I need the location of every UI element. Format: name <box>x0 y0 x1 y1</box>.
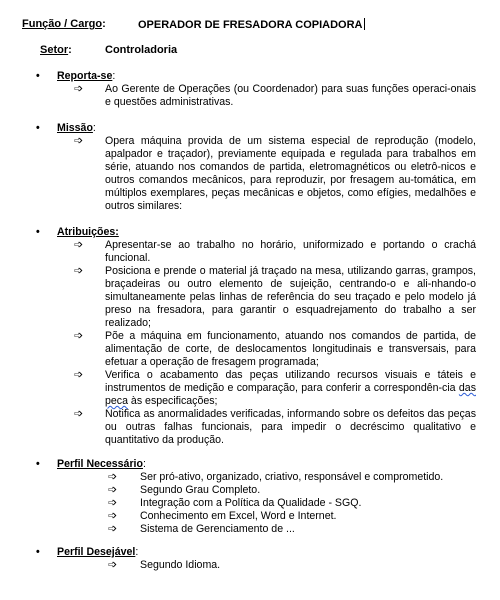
setor-header <box>40 44 178 56</box>
arrow-icon: ➩ <box>74 83 84 95</box>
list-item: ➩ Conhecimento em Excel, Word e Internet. <box>108 510 337 522</box>
list-item: ➩ Integração com a Política da Qualidade - SGQ. <box>108 497 362 509</box>
bullet-icon: • <box>36 70 40 82</box>
text-cursor <box>364 18 365 30</box>
list-item: ➩ Posiciona e prende o material já traçado na mesa, utilizando garras, grampos, braçadeiras ou outro elemento de sujeição, centrando-o e ali-nhando-o simultaneamente pelas linhas de referência do seu traçado e pelo modelo já preso na fresadora, para garantir o esquadrejamento do trabalho a ser realizado; <box>74 265 476 329</box>
bullet-icon: • <box>36 122 40 134</box>
funcao-colon: : <box>102 18 106 30</box>
arrow-icon: ➩ <box>74 135 84 147</box>
arrow-icon: ➩ <box>108 497 118 509</box>
bullet-icon: • <box>36 546 40 558</box>
section-missao: • Missão: ➩ Opera máquina provida de um sistema especial de reprodução (modelo, apalpador e traçador), previamente equipada e regulada para trabalhos em série, atuando nos comandos de partida, eletromagnéticos ou eletrô-nicos e outros comandos mecânicos, para reproduzir, por fresagem au-tomática, em múltiplos exemplares, peças mecânicas e objetos, como efígies, medalhões e outros similares: <box>36 122 476 212</box>
section-perfil-desejavel: • Perfil Desejável: ➩ Segundo Idioma. <box>36 546 476 572</box>
setor-colon: : <box>68 44 72 56</box>
list-item: ➩ Verifica o acabamento das peças utilizando recursos visuais e táteis e instrumentos de medição e comparação, para conferir a correspondên-cia das peca às especificações; <box>74 369 476 407</box>
list-item: ➩ Opera máquina provida de um sistema especial de reprodução (modelo, apalpador e traçador), previamente equipada e regulada para trabalhos em série, atuando nos comandos de partida, eletromagnéticos ou eletrô-nicos e outros comandos mecânicos, para reproduzir, por fresagem au-tomática, em múltiplos exemplares, peças mecânicas e objetos, como efígies, medalhões e outros similares: <box>74 135 476 212</box>
spellcheck-underline: das peca <box>105 382 476 407</box>
arrow-icon: ➩ <box>74 239 84 251</box>
setor-label: Setor <box>40 44 69 56</box>
section-title: Atribuições: <box>57 226 119 238</box>
arrow-icon: ➩ <box>74 369 84 381</box>
list-item: ➩ Segundo Grau Completo. <box>108 484 261 496</box>
funcao-label: Função / Cargo <box>22 18 103 30</box>
arrow-icon: ➩ <box>108 484 118 496</box>
list-item: ➩ Põe a máquina em funcionamento, atuando nos comandos de partida, de alimentação de corte, de deslocamentos longitudinais e transversais, para efetuar a operação de fresagem programada; <box>74 330 476 368</box>
funcao-value[interactable]: OPERADOR DE FRESADORA COPIADORA <box>138 19 363 31</box>
arrow-icon: ➩ <box>108 510 118 522</box>
section-atribuicoes <box>36 226 476 447</box>
arrow-icon: ➩ <box>108 559 118 571</box>
list-item: ➩ Sistema de Gerenciamento de ... <box>108 523 295 535</box>
arrow-icon: ➩ <box>74 265 84 277</box>
section-title: Reporta-se <box>57 70 113 82</box>
list-item: ➩ Notifica as anormalidades verificadas, informando sobre os defeitos das peças ou outras falhas funcionais, para impedir o decréscimo qualitativo e quantitativo da produção. <box>74 408 476 446</box>
arrow-icon: ➩ <box>108 523 118 535</box>
list-item: ➩ Apresentar-se ao trabalho no horário, uniformizado e portando o crachá funcional. <box>74 239 476 264</box>
arrow-icon: ➩ <box>74 408 84 420</box>
list-item: ➩ Segundo Idioma. <box>108 559 221 571</box>
section-title: Missão <box>57 122 93 134</box>
section-reporta: • Reporta-se: ➩ Ao Gerente de Operações (ou Coordenador) para suas funções operaci-onais e questões administrativas. <box>36 70 476 108</box>
arrow-icon: ➩ <box>108 471 118 483</box>
list-item: ➩ Ser pró-ativo, organizado, criativo, responsável e comprometido. <box>108 471 444 483</box>
funcao-header <box>22 18 363 31</box>
setor-value: Controladoria <box>105 44 178 56</box>
bullet-icon: • <box>36 226 40 238</box>
list-item: ➩ Ao Gerente de Operações (ou Coordenador) para suas funções operaci-onais e questões administrativas. <box>74 83 476 108</box>
section-perfil-necessario: • Perfil Necessário: ➩ Ser pró-ativo, organizado, criativo, responsável e comprometido. ➩ Segundo Grau Completo. ➩ Integração com a Política da Qualidade - SGQ. ➩ Conhecimento em Excel, Word e Internet. ➩ Sistema de Gerenciamento de ... <box>36 458 476 536</box>
section-title: Perfil Necessário <box>57 458 143 470</box>
section-title: Perfil Desejável <box>57 546 136 558</box>
bullet-icon: • <box>36 458 40 470</box>
arrow-icon: ➩ <box>74 330 84 342</box>
